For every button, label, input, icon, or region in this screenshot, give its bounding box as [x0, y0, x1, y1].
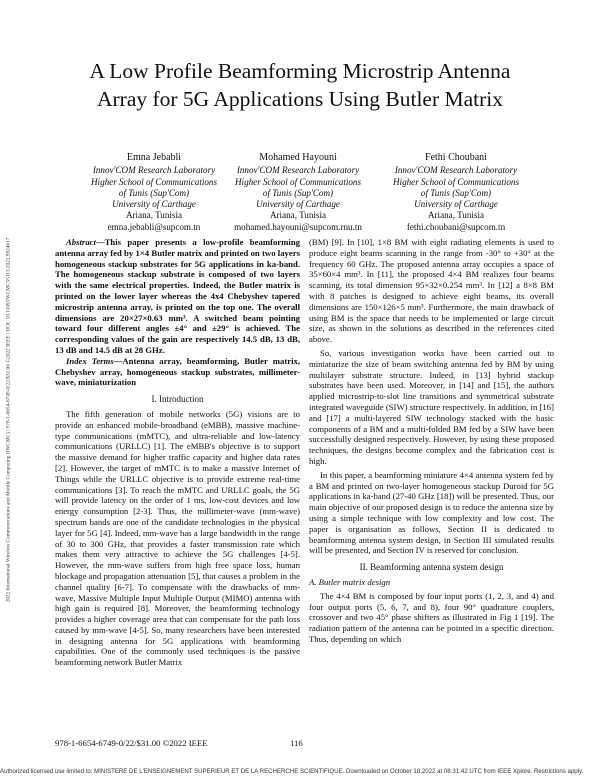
author-3 [361, 152, 551, 233]
affiliation-line: of Tunis (Sup'Com) [420, 187, 492, 198]
index-terms [55, 356, 300, 388]
body-paragraph: (BM) [9]. In [10], 1×8 BM with eight radiating elements is used to produce eight beams scanning in the range from -30° to +30° at the frequency 60 GHz. The proposed antenna array occupies a space of 35×60×4 mm³. In [11], the proposed 4×4 BM realizes four beams scanning, its total dimension 95×32×0.254 mm³. In [12] a 8×8 BM with 8 patches is designed to achieve eight beams, its overall dimensions are 150×126×5 mm³. Furthermore, the main drawback of using BM is the space that needs to be implemented or large circuit size, as shown in the solutions as described in the references cited above. [309, 237, 554, 345]
index-terms-label: Index Terms [66, 355, 114, 366]
left-column [55, 237, 300, 668]
body-paragraph: The 4×4 BM is composed by four input ports (1, 2, 3, and 4) and four output ports (5, 6, 7, and 8), four 90° quadrature couplers, crossover and two 45° phase shifters as illustrated in Fig 1 [19]. The radiation pattern of the antenna can be pointed in a specific direction. Thus, depending on which [309, 590, 554, 644]
section-heading-introduction: I. Introduction [151, 394, 204, 405]
title-line-2: Array for 5G Applications Using Butler Matrix [96, 87, 504, 111]
intro-paragraph: The fifth generation of mobile networks (5G) visions are to provide an enhanced mobile-broadband (eMBB), massive machine-type communications (mMTC), and ultra-reliable and low-latency communications (URLLC) [1]. The eMBB's objective is to support the massive demand for higher traffic capacity and higher data rates [2]. However, the target of mMTC is to make a massive Internet of Things while the URLLC objective is to provide extreme real-time communications [3]. To reach the mMTC and URLLC goals, the 5G will provide latency on the order of 1 ms, low-cost devices and low energy consumption [2-3]. Thus, the millimeter-wave (mm-wave) spectrum bands are one of the candidate technologies in the physical layer for 5G [4]. Indeed, mm-wave has a large bandwidth in the range of 30 to 300 GHz, that provides a faster transmission rate which makes them very attractive to achieve the 5G challenges [4-5]. However, the mm-wave suffers from high free space loss, human blockage and propagation attenuation [5], that causes a problem in the channel quality [6-7]. To compensate with the drawbacks of mm-wave, Massive Multiple Input Multiple Output (MIMO) antenna with high gain is required [8]. Moreover, the beamforming technology provides a higher coverage area that can compensate for the path loss caused by mm-wave [4-5]. So, many researchers have been interested in designing antenna for 5G applications with beamforming capabilities. One of the commonly used techniques is the passive beamforming network Butler Matrix [55, 408, 300, 668]
doi-sidebar-text: 2022 International Wireless Communications and Mobile Computing (IWCMC) | 978-1-6654-6749-0/22/$31.00 ©2022 IEEE | DOI: 10.1109/IWCMC55113.2022.9824617 [5, 237, 11, 603]
author-email: fethi.choubani@supcom.tn [406, 221, 506, 232]
abstract-label: Abstract [66, 237, 96, 247]
affiliation-line: Innov'COM Research Laboratory [236, 165, 360, 176]
author-name: Fethi Choubani [425, 152, 487, 163]
subsection-heading-butler: A. Butler matrix design [309, 576, 391, 587]
author-location: Ariana, Tunisia [125, 210, 183, 221]
affiliation-line: Higher School of Communications [234, 176, 362, 187]
affiliation-line: Innov'COM Research Laboratory [394, 165, 518, 176]
affiliation-line: Higher School of Communications [392, 176, 520, 187]
paper-title [20, 57, 580, 113]
affiliation-line: of Tunis (Sup'Com) [118, 187, 190, 198]
author-block [0, 152, 600, 232]
author-location: Ariana, Tunisia [427, 210, 485, 221]
affiliation-line: of Tunis (Sup'Com) [262, 187, 334, 198]
page-number: 116 [290, 738, 303, 748]
abstract [55, 237, 300, 356]
copyright-footer: 978-1-6654-6749-0/22/$31.00 ©2022 IEEE [55, 738, 208, 748]
affiliation-line: University of Carthage [414, 199, 498, 210]
body-paragraph: In this paper, a beamforming miniature 4×4 antenna system fed by a BM and printed on two-layer homogeneous stackup Duroid for 5G applications in ka-band (27-40 GHz [18]) will be presented. Thus, our main objective of our proposed design is to reduce the antenna size by using a simple technique with low complexity and low cost. The paper is organisation as follows, Section II is dedicated to beamforming antenna system design, in Section III simulated results will be presented, and Section IV is reserved for conclusion. [309, 469, 554, 556]
doi-sidebar [1, 140, 15, 700]
section-heading-design: II. Beamforming antenna system design [359, 562, 504, 573]
body-paragraph: So, various investigation works have been carried out to miniaturize the size of beam switching antenna fed by BM by using multilayer substrate structure. Indeed, in [13] hybrid stackup substrates have been used. Moreover, in [14] and [15], the authors applied microstrip-to-slot line transitions and symmetrical substrate integrated waveguide (SIW) structure respectively. In addition, in [16] and [17] a multi-layered SIW technology stacked with the basic components of a BM and a multi-folded BM fed by a SIW have been successfully designed respectively. However, by using these proposed techniques, the designs become complex and the fabrication cost is high. [309, 347, 554, 466]
index-terms-text: —Antenna array, beamforming, Butler matrix, Chebyshev array, homogeneous stackup substrates, millimeter-wave, miniaturization [55, 355, 301, 388]
author-name: Mohamed Hayouni [259, 152, 337, 163]
author-email: mohamed.hayouni@supcom.rnu.tn [234, 221, 362, 232]
author-location: Ariana, Tunisia [269, 210, 327, 221]
affiliation-line: Innov'COM Research Laboratory [92, 165, 216, 176]
affiliation-line: University of Carthage [256, 199, 340, 210]
title-line-1: A Low Profile Beamforming Microstrip Antenna [89, 59, 511, 83]
affiliation-line: University of Carthage [112, 199, 196, 210]
right-column [309, 237, 554, 645]
abstract-text: —This paper presents a low-profile beamforming antenna array fed by 1×4 Butler matrix and printed on two layers homogeneous stackup substrates for 5G applications in ka-band. The homogeneous stackup substrate is composed of two layers with the same electrical properties. Indeed, the Butler matrix is printed on the lower layer whereas the 4x4 Chebyshev tapered microstrip antenna array, is printed on the top one. The overall dimensions are 20×27×0.63 mm³. A switched beam pointing toward four different angles ±4° and ±29° is achieved. The corresponding values of the gain are respectively 14.5 dB, 13 dB, 13 dB and 14.5 dB at 28 GHz. [55, 237, 300, 355]
author-email: emna.jebabli@supcom.tn [107, 221, 201, 232]
affiliation-line: Higher School of Communications [90, 176, 218, 187]
license-notice: Authorized licensed use limited to: MINISTERE DE L'ENSEIGNEMENT SUPERIEUR ET DE LA RECHERCHE SCIENTIFIQUE. Downloaded on October 18,2022 at 08:31:42 UTC from IEEE Xplore. Restrictions apply. [0, 768, 584, 775]
author-name: Emna Jebabli [126, 152, 182, 163]
